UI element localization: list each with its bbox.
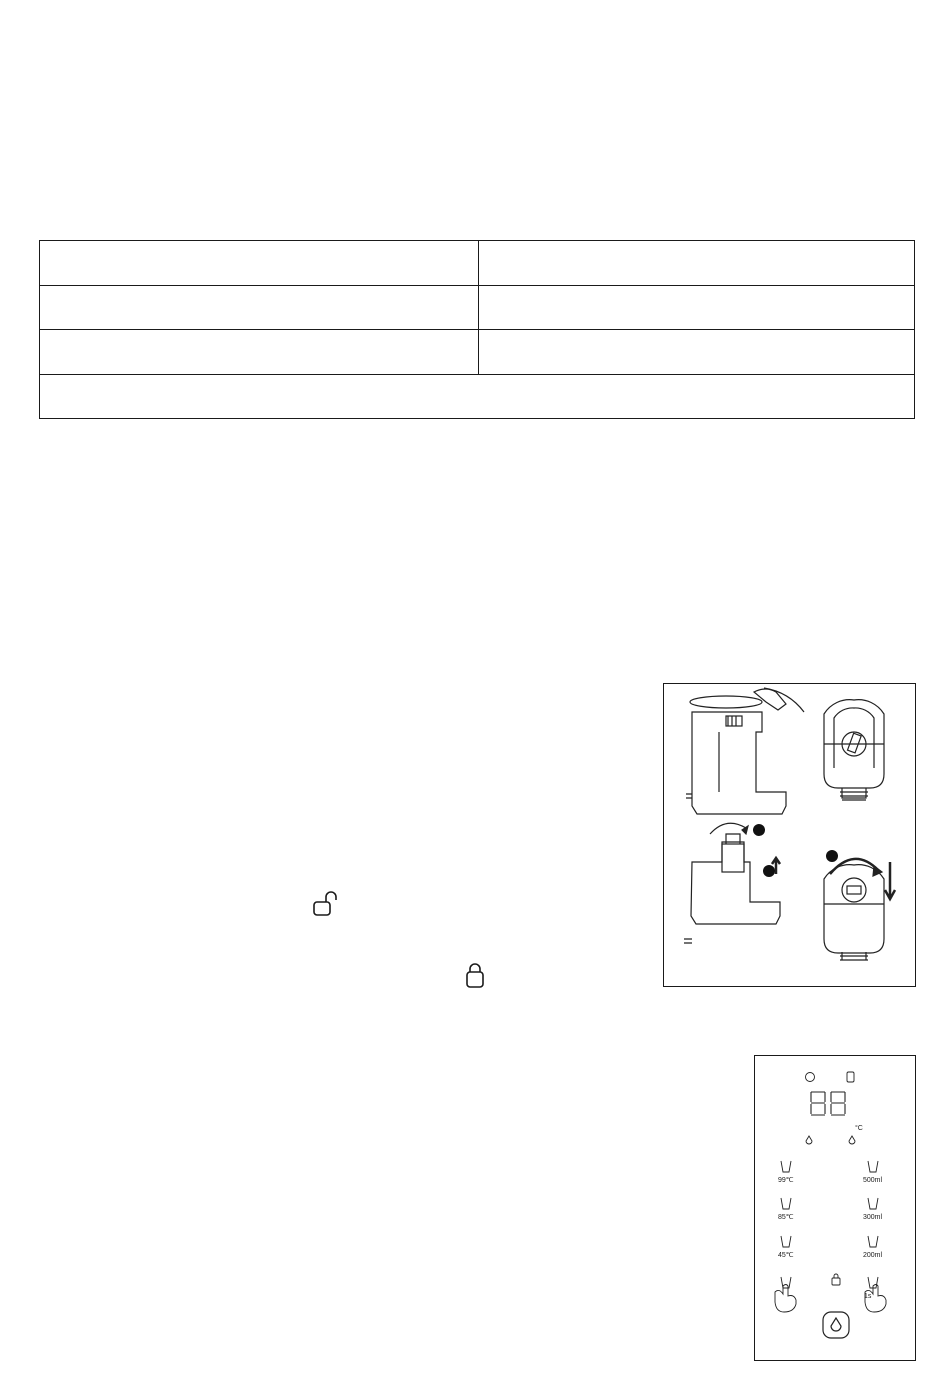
filter-removal-drawing xyxy=(684,823,780,943)
cup-500-icon xyxy=(868,1161,878,1172)
control-panel-illustration xyxy=(754,1055,916,1361)
table-cell xyxy=(479,330,915,375)
spec-table xyxy=(39,240,915,419)
table-row xyxy=(40,285,915,330)
dispense-drop-icon xyxy=(831,1318,841,1331)
dispense-time-label: 1s xyxy=(864,1293,872,1300)
table-row xyxy=(40,374,915,419)
table-cell xyxy=(40,241,479,286)
temperature-label-45: 45℃ xyxy=(778,1252,794,1259)
cup-300-icon xyxy=(868,1198,878,1209)
table-footer-cell xyxy=(40,374,915,419)
table-cell xyxy=(479,285,915,330)
water-drop-indicator-icon xyxy=(806,1136,812,1144)
temperature-label-99: 99℃ xyxy=(778,1177,794,1184)
hot-water-indicator-icon xyxy=(849,1136,855,1144)
child-lock-icon xyxy=(832,1278,840,1285)
filter-replacement-illustration xyxy=(663,683,916,987)
dispense-button-frame xyxy=(823,1312,849,1338)
tank-twist-drawing xyxy=(824,859,895,960)
filter-indicator-icon xyxy=(847,1072,854,1082)
touch-hand-left-icon xyxy=(775,1285,796,1313)
volume-label-500: 500ml xyxy=(863,1177,883,1184)
cup-99-icon xyxy=(781,1161,791,1172)
table-cell xyxy=(40,285,479,330)
cup-85-icon xyxy=(781,1198,791,1209)
cup-45-icon xyxy=(781,1236,791,1247)
seven-segment-display xyxy=(811,1092,845,1115)
table-cell xyxy=(40,330,479,375)
dispense-cup-left-icon xyxy=(781,1277,791,1288)
clock-indicator-icon xyxy=(806,1073,815,1082)
display-unit-label: °C xyxy=(855,1125,863,1132)
temperature-label-85: 85℃ xyxy=(778,1214,794,1221)
dispenser-lid-removal-drawing xyxy=(686,688,804,814)
volume-label-200: 200ml xyxy=(863,1252,883,1259)
table-row xyxy=(40,330,915,375)
lock-icon xyxy=(460,961,490,991)
table-cell xyxy=(479,241,915,286)
volume-label-300: 300ml xyxy=(863,1214,883,1221)
cup-200-icon xyxy=(868,1236,878,1247)
control-panel-svg xyxy=(755,1056,915,1360)
tank-top-view-drawing xyxy=(824,700,884,800)
unlock-icon xyxy=(310,890,340,920)
table-row xyxy=(40,241,915,286)
